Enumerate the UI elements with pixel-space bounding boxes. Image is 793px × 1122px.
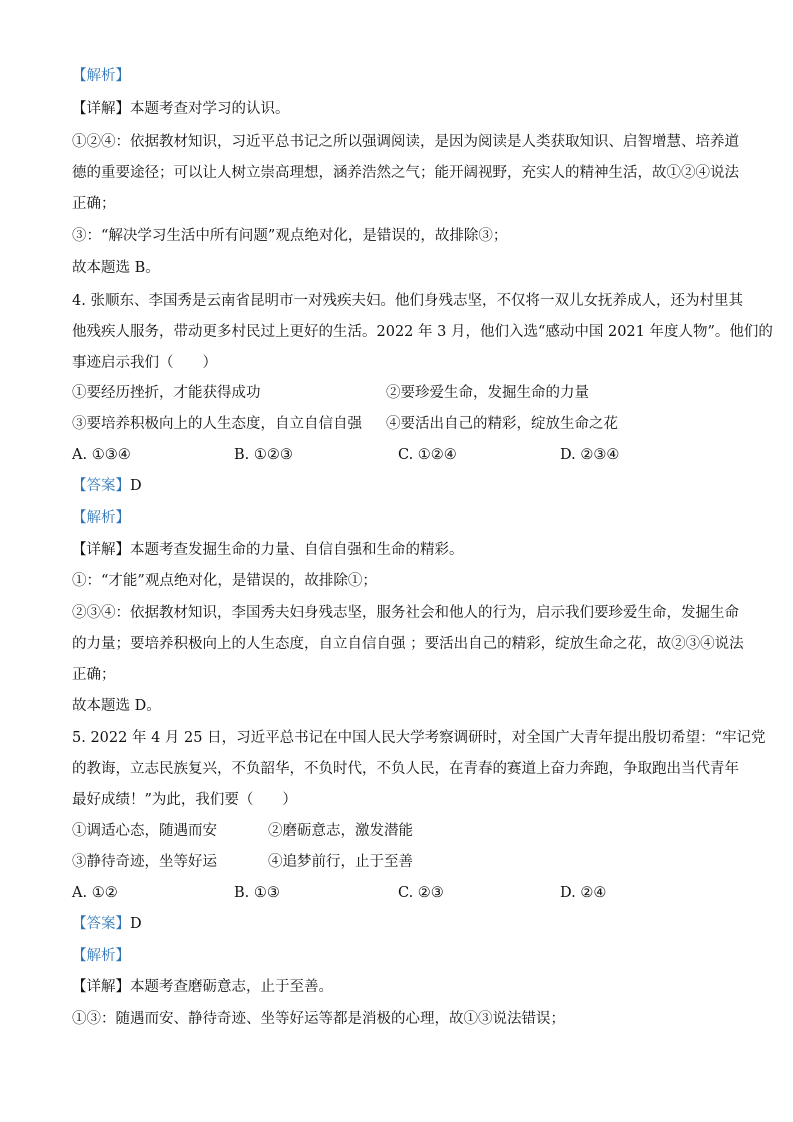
q3-paragraph-2: ③：“解决学习生活中所有问题”观点绝对化，是错误的，故排除③； <box>72 228 508 244</box>
q5-choice-b: B. ①③ <box>234 885 280 901</box>
analysis-tag: 【解析】 <box>72 948 130 964</box>
detail-text: 本题考查发掘生命的力量、自信自强和生命的精彩。 <box>130 542 464 558</box>
q4-paragraph-2-line-3: 正确； <box>72 667 116 683</box>
detail-tag: 【详解】 <box>72 542 130 558</box>
answer-tag: 【答案】 <box>72 916 130 932</box>
q5-analysis-heading <box>72 946 732 966</box>
q5-option-4: ④追梦前行，止于至善 <box>268 854 413 870</box>
q4-option-2: ②要珍爱生命，发掘生命的力量 <box>386 385 589 401</box>
q4-stem-line-1: 4. 张顺东、李国秀是云南省昆明市一对残疾夫妇。他们身残志坚，不仅将一双儿女抚养成人，还为村里其 <box>72 293 743 309</box>
q4-stem-line-2: 他残疾人服务，带动更多村民过上更好的生活。2022 年 3 月，他们入选“感动中国 2021 年度人物”。他们的 <box>72 324 773 340</box>
detail-tag: 【详解】 <box>72 979 130 995</box>
detail-tag: 【详解】 <box>72 101 130 117</box>
detail-text: 本题考查对学习的认识。 <box>130 101 290 117</box>
q5-choice-a: A. ①② <box>72 885 118 901</box>
q5-stem-line-1: 5. 2022 年 4 月 25 日，习近平总书记在中国人民大学考察调研时，对全国广大青年提出殷切希望：“牢记党 <box>72 730 766 746</box>
q3-paragraph-1-line-1: ①②④：依据教材知识，习近平总书记之所以强调阅读，是因为阅读是人类获取知识、启智增慧、培养道 <box>72 134 739 150</box>
q4-choice-a: A. ①③④ <box>72 447 131 463</box>
q5-option-1: ①调适心态，随遇而安 <box>72 823 217 839</box>
q4-option-3: ③要培养积极向上的人生态度，自立自信自强 <box>72 416 362 432</box>
q5-stem-line-3: 最好成绩！”为此，我们要（ ） <box>72 792 297 808</box>
q5-detail-line <box>72 977 732 997</box>
q4-paragraph-2-line-1: ②③④：依据教材知识，李国秀夫妇身残志坚，服务社会和他人的行为，启示我们要珍爱生命，发掘生命 <box>72 605 739 621</box>
q4-choice-b: B. ①②③ <box>234 447 293 463</box>
q5-choice-c: C. ②③ <box>398 885 444 901</box>
analysis-tag: 【解析】 <box>72 68 130 84</box>
q3-conclusion: 故本题选 B。 <box>72 260 160 276</box>
q4-analysis-heading <box>72 508 732 528</box>
q4-detail-line <box>72 540 732 560</box>
q3-detail-line <box>72 99 732 119</box>
answer-value: D <box>130 916 142 932</box>
q4-stem-line-3: 事迹启示我们（ ） <box>72 355 217 371</box>
answer-tag: 【答案】 <box>72 478 130 494</box>
detail-text: 本题考查磨砺意志，止于至善。 <box>130 979 333 995</box>
q5-answer-line <box>72 914 732 934</box>
q5-stem-line-2: 的教诲，立志民族复兴，不负韶华，不负时代，不负人民，在青春的赛道上奋力奔跑，争取跑出当代青年 <box>72 761 739 777</box>
q5-choice-d: D. ②④ <box>560 885 607 901</box>
q3-analysis-heading <box>72 66 732 86</box>
q3-paragraph-1-line-3: 正确； <box>72 196 116 212</box>
q4-paragraph-2-line-2: 的力量；要培养积极向上的人生态度，自立自信自强 ；要活出自己的精彩，绽放生命之花，故②③④说法 <box>72 636 744 652</box>
q4-paragraph-1: ①：“才能”观点绝对化，是错误的，故排除①； <box>72 573 377 589</box>
q5-option-2: ②磨砺意志，激发潜能 <box>268 823 413 839</box>
q4-choice-d: D. ②③④ <box>560 447 620 463</box>
q3-paragraph-1-line-2: 德的重要途径；可以让人树立崇高理想，涵养浩然之气；能开阔视野，充实人的精神生活，故①②④说法 <box>72 165 739 181</box>
answer-value: D <box>130 478 142 494</box>
q4-conclusion: 故本题选 D。 <box>72 698 161 714</box>
q4-answer-line <box>72 476 732 496</box>
q4-option-4: ④要活出自己的精彩，绽放生命之花 <box>386 416 618 432</box>
q5-option-3: ③静待奇迹，坐等好运 <box>72 854 217 870</box>
analysis-tag: 【解析】 <box>72 510 130 526</box>
q4-option-1: ①要经历挫折，才能获得成功 <box>72 385 261 401</box>
q5-paragraph-1: ①③：随遇而安、静待奇迹、坐等好运等都是消极的心理，故①③说法错误； <box>72 1011 565 1027</box>
q4-choice-c: C. ①②④ <box>398 447 457 463</box>
